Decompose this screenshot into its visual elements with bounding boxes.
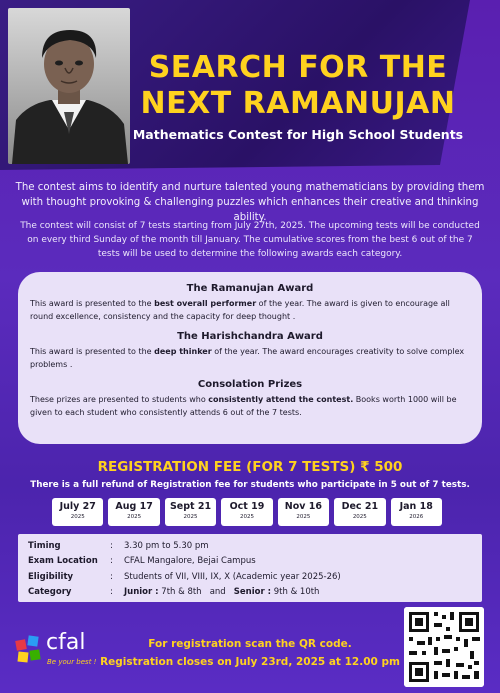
logo-name: cfal: [46, 630, 86, 655]
award-highlight: best overall performer: [154, 299, 257, 308]
award-section: [30, 331, 470, 371]
title-line-2: NEXT RAMANUJAN: [140, 86, 456, 121]
date-label: Dec 21: [341, 501, 379, 512]
award-text: of the year. The award is given to encourage all round excellence, consistency and the capacity for deep thought .: [30, 299, 450, 321]
info-row-category: [28, 585, 472, 601]
award-text: Books worth 1000 will be given to each student who consistently attends 6 out of the 7 tests.: [30, 395, 457, 417]
date-label: Oct 19: [229, 501, 265, 512]
date-card: [391, 498, 442, 526]
junior-value: 7th & 8th: [158, 587, 202, 598]
award-text: of the year. The award encourages creativity to solve complex problems .: [30, 347, 465, 369]
award-text: This award is presented to the: [30, 347, 155, 356]
date-card: [334, 498, 385, 526]
award-section: [30, 283, 470, 323]
date-label: July 27: [59, 501, 96, 512]
info-key: Category: [28, 587, 72, 598]
senior-value: 9th & 10th: [271, 587, 320, 598]
info-row-location: [28, 554, 472, 570]
info-colon: :: [110, 540, 113, 551]
contest-details-paragraph: The contest will consist of 7 tests starting from July 27th, 2025. The upcoming tests will be conducted on every third Sunday of the month till January. The cumulative scores from the best 6 out of the 7 tests will be used to determine the following awards each category.: [20, 221, 480, 259]
date-label: Nov 16: [284, 501, 322, 512]
info-panel: [18, 534, 482, 602]
date-card: [165, 498, 216, 526]
date-card: [221, 498, 272, 526]
info-key: Eligibility: [28, 571, 74, 582]
info-value: Students of VII, VIII, IX, X (Academic year 2025-26): [124, 571, 341, 582]
award-highlight: consistently attend the contest.: [208, 395, 354, 404]
date-card: [108, 498, 159, 526]
info-value: 3.30 pm to 5.30 pm: [124, 540, 209, 551]
registration-line-2: Registration closes on July 23rd, 2025 at 12.00 pm: [100, 656, 400, 668]
test-dates: [52, 498, 442, 526]
page-subtitle: Mathematics Contest for High School Students: [132, 127, 464, 142]
date-card: [52, 498, 103, 526]
info-colon: :: [110, 587, 113, 598]
info-key: Timing: [28, 540, 61, 551]
date-year: 2025: [183, 514, 198, 520]
date-year: 2025: [70, 514, 85, 520]
title-line-1: SEARCH FOR THE: [148, 50, 448, 85]
registration-fee-heading: REGISTRATION FEE (FOR 7 TESTS) ₹ 500: [97, 459, 403, 475]
info-value: [124, 587, 319, 597]
award-description: [30, 297, 470, 323]
refund-note: There is a full refund of Registration fee for students who participate in 5 out of 7 tests.: [30, 480, 470, 490]
ramanujan-portrait: [8, 8, 130, 164]
info-colon: :: [110, 556, 113, 567]
award-text: These prizes are presented to students who: [30, 395, 209, 404]
award-section: [30, 379, 470, 419]
info-colon: :: [110, 571, 113, 582]
date-label: Jan 18: [399, 501, 433, 512]
award-text: This award is presented to the: [30, 299, 155, 308]
info-key: Exam Location: [28, 556, 98, 567]
date-year: 2025: [352, 514, 367, 520]
logo-tagline: Be your best !: [47, 658, 97, 666]
award-description: [30, 345, 470, 371]
registration-info: [100, 635, 400, 671]
intro-paragraph: The contest aims to identify and nurture talented young mathematicians by providing them with thought provoking & challenging puzzles which enhances their creative and thinking ability.: [15, 182, 485, 223]
info-row-timing: [28, 538, 472, 554]
junior-label: Junior :: [124, 587, 159, 598]
registration-line-1: For registration scan the QR code.: [148, 638, 352, 650]
date-year: 2025: [239, 514, 254, 520]
awards-panel: [18, 272, 482, 444]
info-value: CFAL Mangalore, Bejai Campus: [124, 556, 256, 567]
date-year: 2026: [409, 514, 424, 520]
award-description: [30, 393, 470, 419]
date-card: [278, 498, 329, 526]
award-title: Consolation Prizes: [197, 379, 303, 390]
cfal-logo-icon: [14, 634, 44, 668]
page-title: [118, 50, 478, 122]
date-year: 2025: [296, 514, 311, 520]
qr-code-icon[interactable]: [404, 607, 484, 687]
award-title: The Harishchandra Award: [177, 331, 323, 342]
award-title: The Ramanujan Award: [186, 283, 314, 294]
date-label: Sept 21: [169, 501, 212, 512]
category-and: and: [209, 587, 226, 598]
senior-label: Senior :: [233, 587, 272, 598]
date-label: Aug 17: [115, 501, 153, 512]
date-year: 2025: [127, 514, 142, 520]
info-row-eligibility: [28, 569, 472, 585]
award-highlight: deep thinker: [154, 347, 212, 356]
